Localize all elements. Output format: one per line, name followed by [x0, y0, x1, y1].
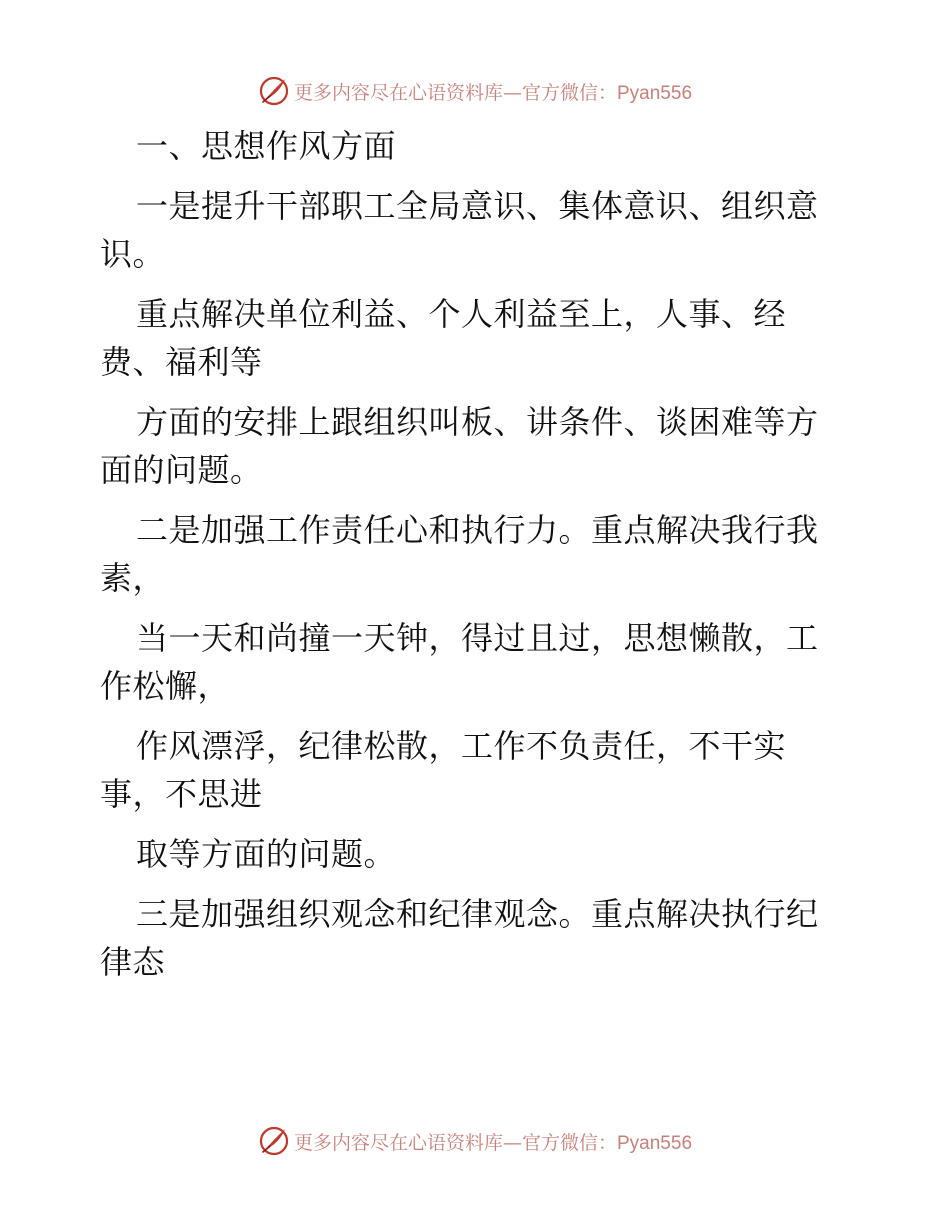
text-line: 律态	[100, 943, 166, 981]
paragraph-gap	[100, 386, 860, 398]
text-line: 取等方面的问题。	[136, 835, 397, 873]
text-line: 三是加强组织观念和纪律观念。重点解决执行纪	[136, 895, 819, 933]
header-watermark	[0, 71, 950, 111]
text-line: 作松懈，	[100, 667, 231, 705]
paragraph-gap	[100, 494, 860, 506]
feather-pen-logo-icon	[258, 1125, 290, 1157]
footer-watermark	[0, 1121, 950, 1161]
paragraph-gap	[100, 710, 860, 722]
watermark-text: 更多内容尽在心语资料库—官方微信：Pyan556	[293, 81, 693, 104]
feather-pen-logo-icon	[258, 75, 290, 107]
paragraph-gap	[100, 818, 860, 830]
paragraph-gap	[100, 602, 860, 614]
text-line: 方面的安排上跟组织叫板、讲条件、谈困难等方	[136, 403, 819, 441]
paragraph-gap	[100, 278, 860, 290]
paragraph-gap	[100, 170, 860, 182]
text-line: 二是加强工作责任心和执行力。重点解决我行我	[136, 511, 819, 549]
watermark-wechat-id: Pyan556	[617, 1132, 693, 1154]
text-line: 一、思想作风方面	[136, 127, 397, 165]
text-line: 识。	[100, 235, 166, 273]
text-line: 作风漂浮，纪律松散，工作不负责任，不干实	[136, 727, 787, 765]
text-line: 事，不思进	[100, 775, 263, 813]
text-line: 一是提升干部职工全局意识、集体意识、组织意	[136, 187, 819, 225]
paragraph-gap	[100, 878, 860, 890]
text-line: 重点解决单位利益、个人利益至上，人事、经	[136, 295, 787, 333]
watermark-text: 更多内容尽在心语资料库—官方微信：Pyan556	[293, 1131, 693, 1154]
text-line: 素，	[100, 559, 166, 597]
text-line: 当一天和尚撞一天钟，得过且过，思想懒散，工	[136, 619, 819, 657]
text-line: 费、福利等	[100, 343, 263, 381]
document-body	[100, 122, 860, 986]
watermark-wechat-id: Pyan556	[617, 82, 693, 104]
text-line: 面的问题。	[100, 451, 263, 489]
